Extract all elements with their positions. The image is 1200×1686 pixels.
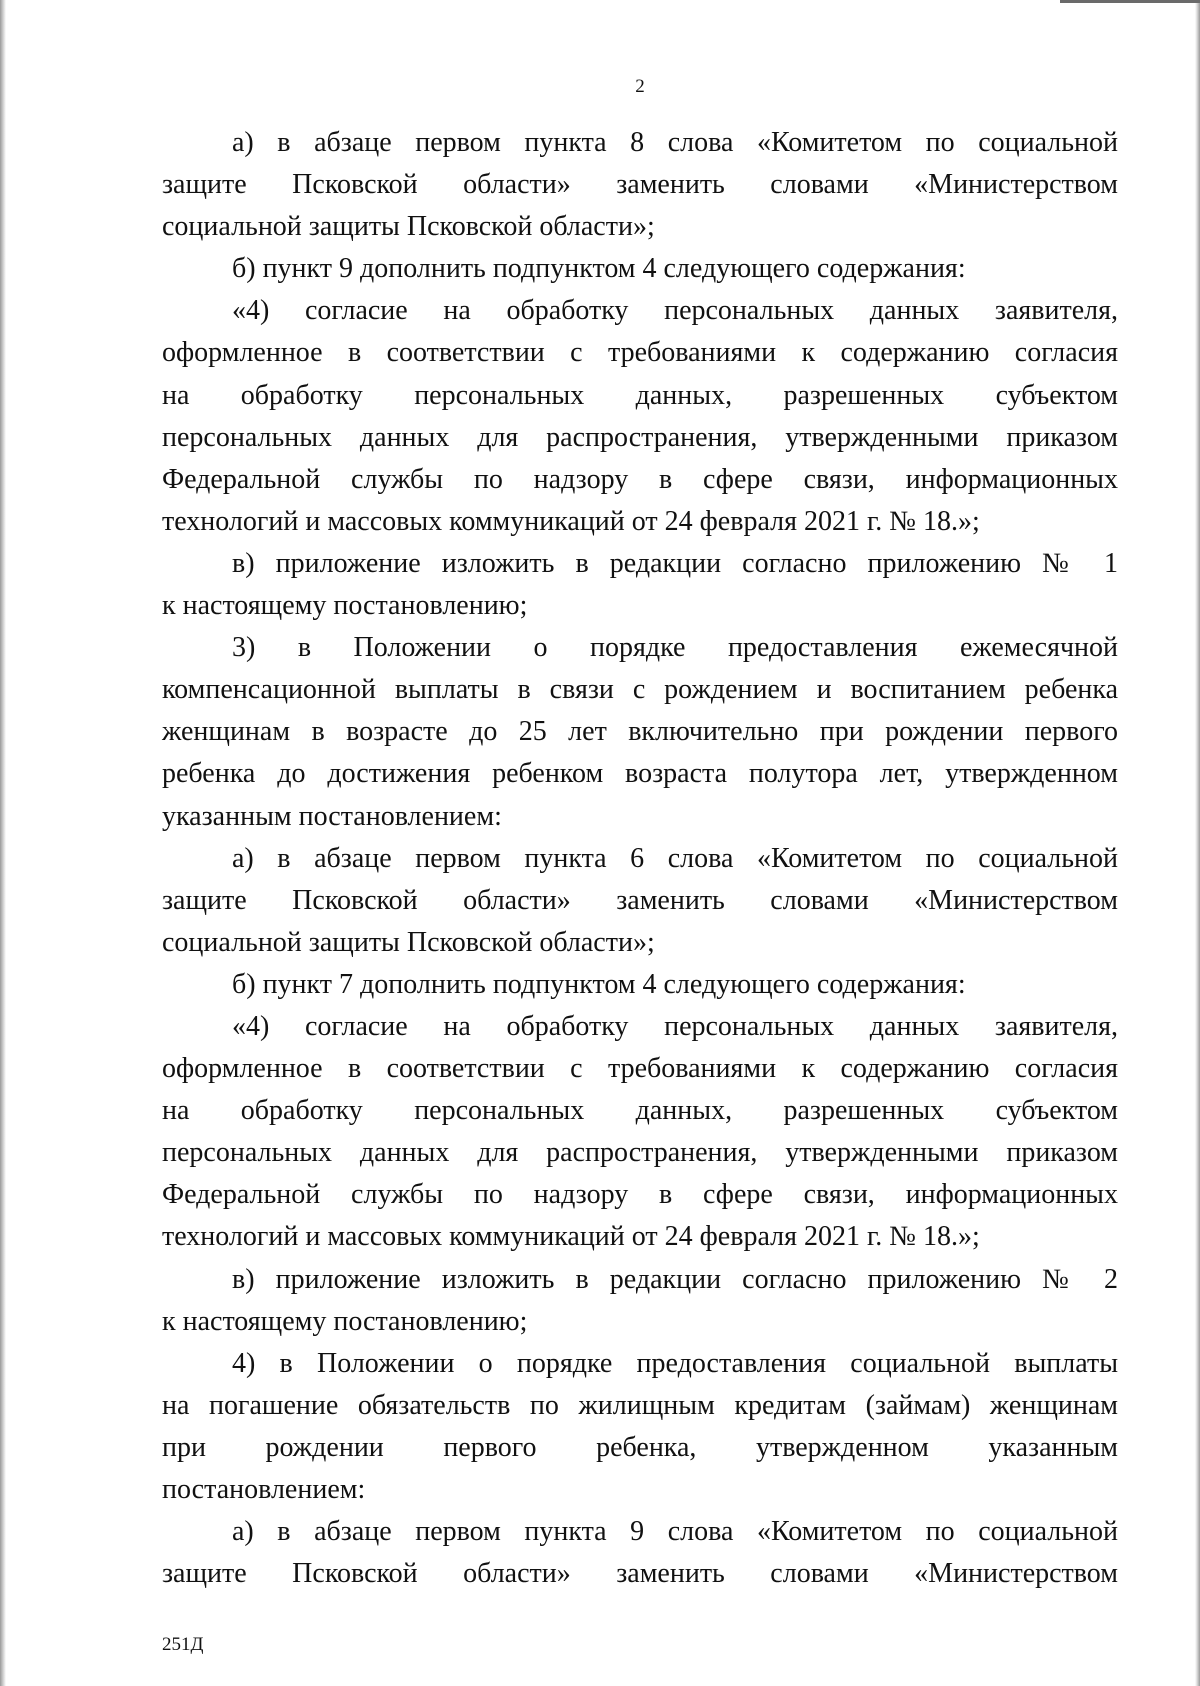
text-line: б) пункт 9 дополнить подпунктом 4 следующего содержания: xyxy=(232,253,966,285)
text-line: компенсационной выплаты в связи с рождением и воспитанием ребенка xyxy=(162,674,1118,706)
text-line: а) в абзаце первом пункта 9 слова «Комитетом по социальной xyxy=(232,1516,1118,1548)
text-line: к настоящему постановлению; xyxy=(162,590,528,622)
text-line: в) приложение изложить в редакции согласно приложению № 2 xyxy=(232,1263,1118,1295)
page-number: 2 xyxy=(635,76,645,97)
text-line: защите Псковской области» заменить словами «Министерством xyxy=(162,1558,1118,1590)
text-line: защите Псковской области» заменить словами «Министерством xyxy=(162,884,1118,916)
text-line: при рождении первого ребенка, утвержденном указанным xyxy=(162,1431,1118,1463)
text-line: социальной защиты Псковской области»; xyxy=(162,926,655,958)
scan-edge-left xyxy=(0,0,6,1686)
text-line: 3) в Положении о порядке предоставления ежемесячной xyxy=(232,632,1118,664)
text-line: к настоящему постановлению; xyxy=(162,1305,528,1337)
text-line: постановлением: xyxy=(162,1474,366,1505)
document-body xyxy=(162,122,1118,1595)
scan-edge-top xyxy=(1060,0,1200,3)
text-line: персональных данных для распространения, утвержденными приказом xyxy=(162,421,1118,453)
scan-edge-right xyxy=(1195,0,1200,1686)
text-line: оформленное в соответствии с требованиями к содержанию согласия xyxy=(162,1053,1118,1085)
text-line: технологий и массовых коммуникаций от 24 февраля 2021 г. № 18.»; xyxy=(162,1221,980,1253)
text-line: «4) согласие на обработку персональных данных заявителя, xyxy=(232,295,1118,327)
text-line: б) пункт 7 дополнить подпунктом 4 следующего содержания: xyxy=(232,968,966,1000)
text-line: а) в абзаце первом пункта 8 слова «Комитетом по социальной xyxy=(232,127,1118,158)
text-line: 4) в Положении о порядке предоставления социальной выплаты xyxy=(232,1347,1118,1379)
text-line: Федеральной службы по надзору в сфере связи, информационных xyxy=(162,463,1118,495)
text-line: социальной защиты Псковской области»; xyxy=(162,211,655,243)
document-code: 251Д xyxy=(162,1634,204,1655)
text-line: а) в абзаце первом пункта 6 слова «Комитетом по социальной xyxy=(232,842,1118,874)
text-line: в) приложение изложить в редакции согласно приложению № 1 xyxy=(232,547,1118,579)
text-line: ребенка до достижения ребенком возраста полутора лет, утвержденном xyxy=(162,758,1118,790)
text-line: Федеральной службы по надзору в сфере связи, информационных xyxy=(162,1179,1118,1211)
text-line: технологий и массовых коммуникаций от 24 февраля 2021 г. № 18.»; xyxy=(162,505,980,537)
text-line: указанным постановлением: xyxy=(162,800,502,832)
text-line: оформленное в соответствии с требованиями к содержанию согласия xyxy=(162,337,1118,369)
text-line: женщинам в возрасте до 25 лет включительно при рождении первого xyxy=(162,716,1118,748)
text-line: защите Псковской области» заменить словами «Министерством xyxy=(162,169,1118,201)
text-line: «4) согласие на обработку персональных данных заявителя, xyxy=(232,1010,1118,1042)
text-line: персональных данных для распространения, утвержденными приказом xyxy=(162,1137,1118,1169)
text-line: на обработку персональных данных, разрешенных субъектом xyxy=(162,1095,1118,1127)
text-line: на погашение обязательств по жилищным кредитам (займам) женщинам xyxy=(162,1389,1118,1421)
text-line: на обработку персональных данных, разрешенных субъектом xyxy=(162,379,1118,411)
